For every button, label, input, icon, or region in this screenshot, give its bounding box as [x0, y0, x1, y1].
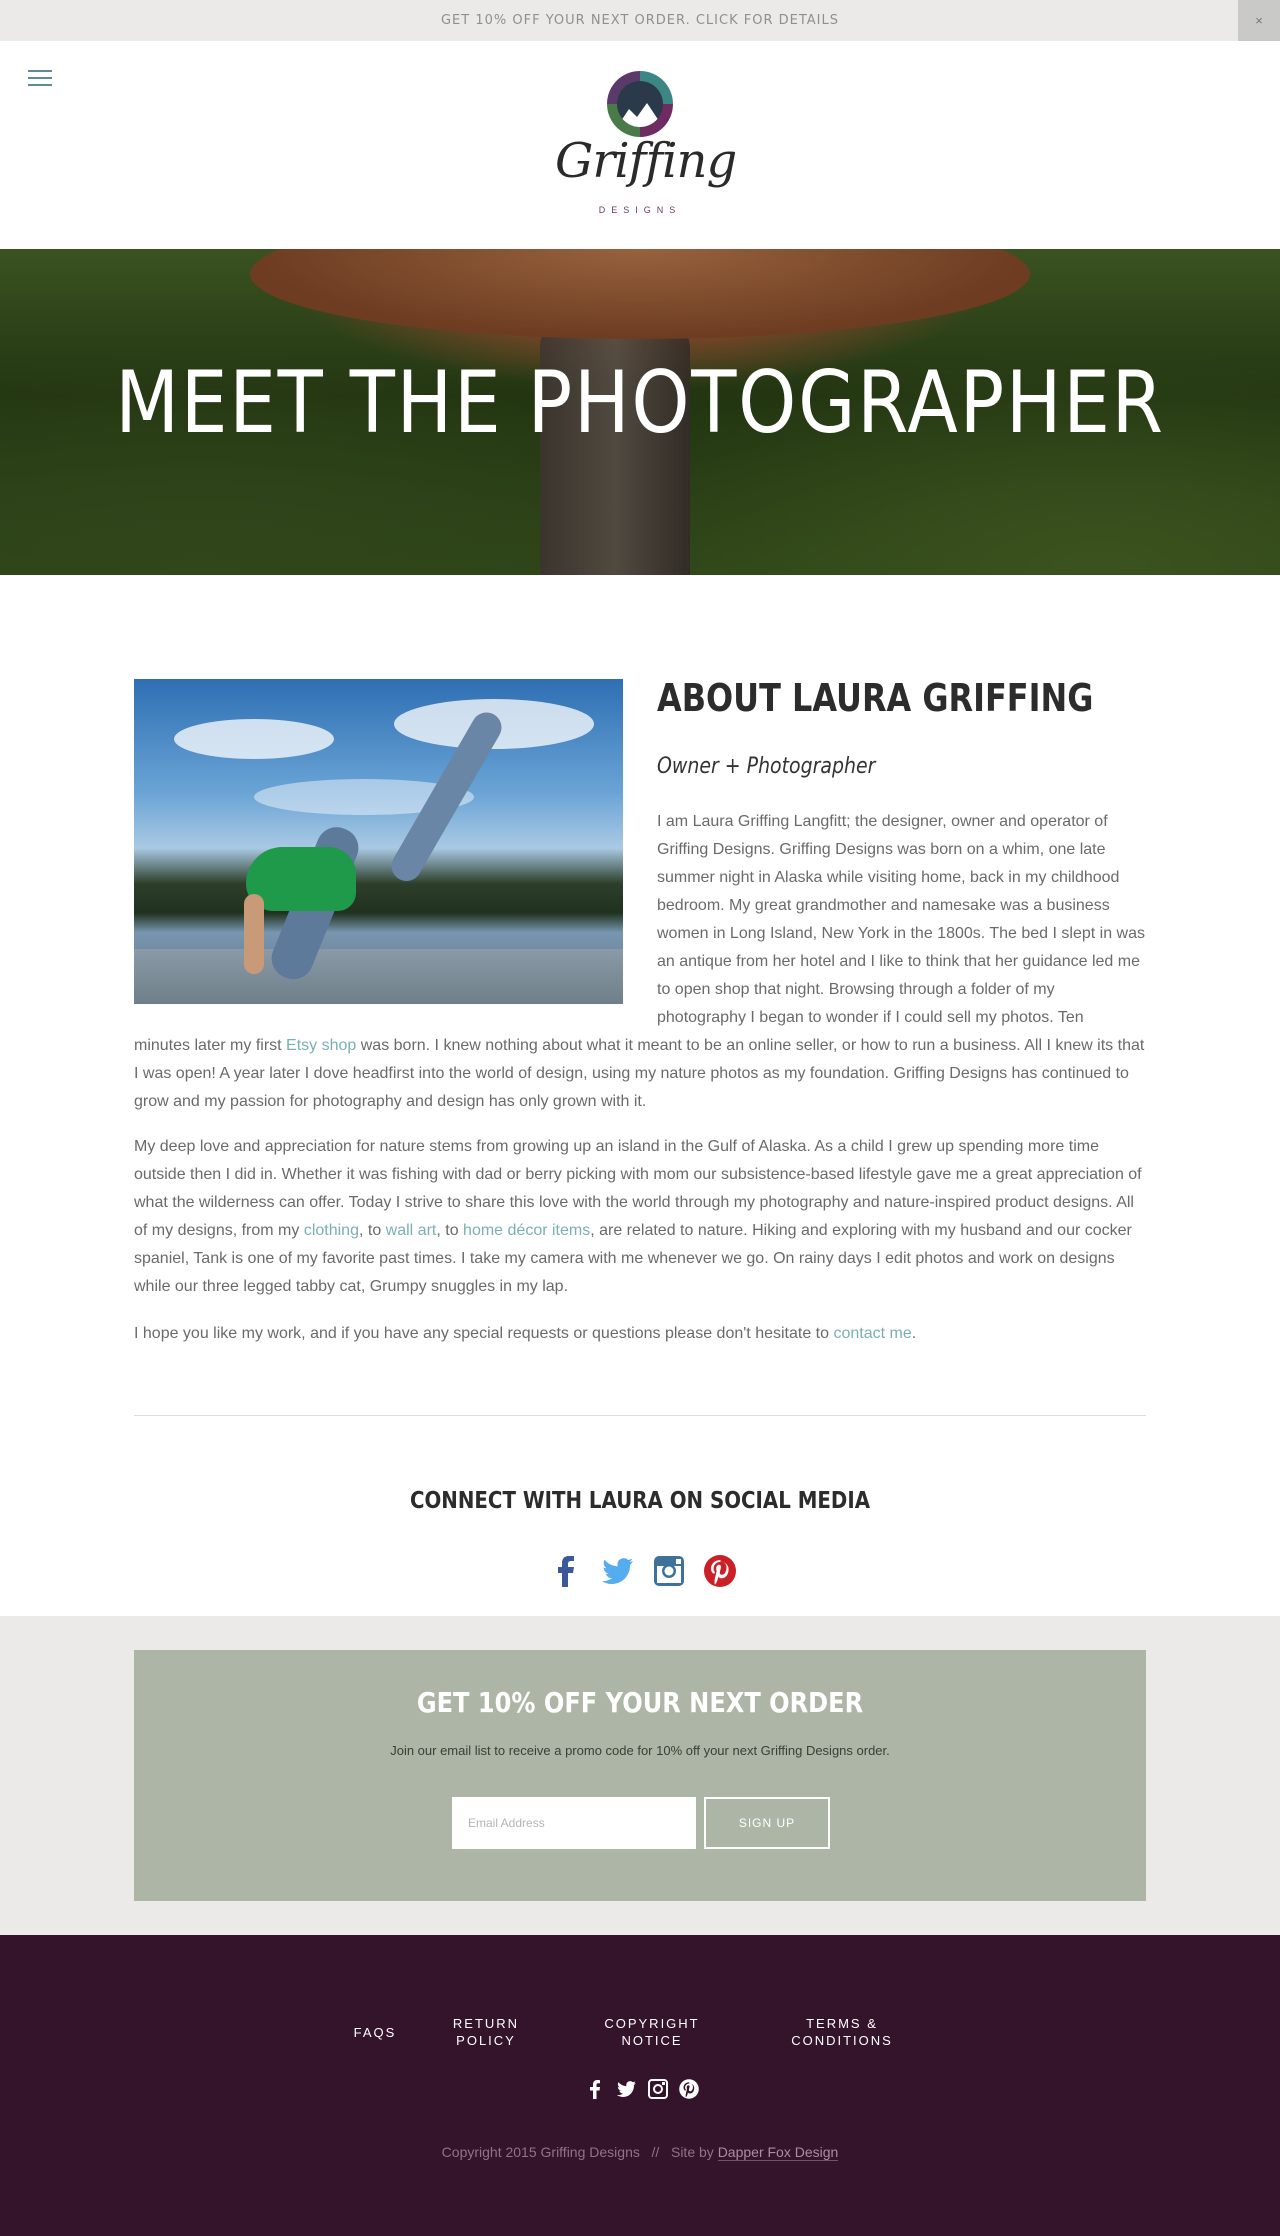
about-paragraph-2: My deep love and appreciation for nature stems from growing up an island in the Gulf of Alaska. As a child I grew up spending more time outside then I did in. Whether it was fishing with dad or berry picking with mom our subsistence-based lifestyle gave me a great appreciation of what the wilderness can offer. Today I strive to share this love with the world through my photography and nature-inspired product designs. All of my designs, from my clothing, to wall art, to home décor items, are related to nature. Hiking and exploring with my husband and our cocker spaniel, Tank is one of my favorite past times. I take my camera with me whenever we go. On rainy days I edit photos and work on designs while our three legged tabby cat, Grumpy snuggles in my lap.: [134, 1138, 1142, 1295]
about-paragraph-1-continued: minutes later my first Etsy shop was born. I knew nothing about what it meant to be an online seller, or how to run a business. All I knew its that I was open! A year later I dove headfirst into the world of design, using my nature photos as my foundation. Griffing Designs has continued to grow and my passion for photography and design has only grown with it.: [134, 1037, 1145, 1110]
instagram-icon[interactable]: [651, 1553, 687, 1589]
social-icons: [548, 1553, 738, 1589]
promo-text[interactable]: GET 10% OFF YOUR NEXT ORDER. CLICK FOR DETAILS: [440, 13, 839, 28]
hero-banner: [0, 249, 1280, 575]
footer-link-terms[interactable]: TERMS & CONDITIONS: [791, 2016, 893, 2048]
about-title: ABOUT LAURA GRIFFING: [657, 676, 1094, 720]
about-paragraph-1: I am Laura Griffing Langfitt; the designer, owner and operator of Griffing Designs. Griffing Designs was born on a whim, one late summer night in Alaska while visiting home, back in my childhood bedroom. My great grandmother and namesake was a business women in Long Island, New York in the 1800s. The bed I slept in was an antique from her hotel and I like to think that her guidance led me to open shop that night. Browsing through a folder of my photography I began to wonder if I could sell my photos. Ten: [657, 813, 1146, 1026]
wall-art-link[interactable]: wall art: [385, 1222, 437, 1239]
newsletter-title: GET 10% OFF YOUR NEXT ORDER: [416, 1686, 864, 1719]
footer-copyright: [0, 2144, 1280, 2160]
promo-close-button[interactable]: ×: [1238, 0, 1280, 41]
facebook-icon[interactable]: [548, 1553, 584, 1589]
clothing-link[interactable]: clothing: [303, 1222, 359, 1239]
hero-title: MEET THE PHOTOGRAPHER: [115, 353, 1165, 453]
footer-social-icons: [584, 2078, 700, 2100]
site-by-text: Site by: [670, 2144, 714, 2160]
social-title: CONNECT WITH LAURA ON SOCIAL MEDIA: [409, 1488, 871, 1514]
sign-up-button[interactable]: SIGN UP: [704, 1797, 830, 1849]
footer-twitter-icon[interactable]: [615, 2078, 637, 2100]
section-divider: [134, 1415, 1146, 1416]
footer-pinterest-icon[interactable]: [678, 2078, 700, 2100]
about-subtitle: Owner + Photographer: [657, 754, 876, 779]
footer-link-faqs[interactable]: FAQS: [353, 2025, 397, 2040]
logo-wordmark: Griffing: [555, 133, 737, 189]
logo-emblem: [607, 71, 673, 137]
newsletter-description: Join our email list to receive a promo code for 10% off your next Griffing Designs order.: [390, 1743, 890, 1758]
newsletter-section: [0, 1616, 1280, 1935]
home-decor-link[interactable]: home décor items: [463, 1222, 591, 1239]
footer-facebook-icon[interactable]: [584, 2078, 606, 2100]
email-input[interactable]: [452, 1797, 696, 1849]
contact-me-link[interactable]: contact me: [833, 1325, 912, 1342]
designer-credit-link[interactable]: Dapper Fox Design: [717, 2144, 839, 2160]
footer-nav: [0, 2015, 1280, 2055]
promo-bar[interactable]: [0, 0, 1280, 41]
about-paragraph-3: I hope you like my work, and if you have any special requests or questions please don't hesitate to contact me.: [134, 1325, 917, 1342]
site-header: [0, 41, 1280, 249]
pinterest-icon[interactable]: [702, 1553, 738, 1589]
site-logo[interactable]: [555, 71, 737, 221]
logo-subtext: DESIGNS: [598, 205, 682, 215]
footer-instagram-icon[interactable]: [647, 2078, 669, 2100]
about-photo: [134, 679, 623, 1004]
copyright-separator: //: [651, 2144, 660, 2160]
copyright-text: Copyright 2015 Griffing Designs: [441, 2144, 640, 2160]
site-footer: [0, 1935, 1280, 2236]
etsy-shop-link[interactable]: Etsy shop: [286, 1037, 357, 1054]
menu-icon[interactable]: [28, 70, 52, 90]
newsletter-box: [134, 1650, 1146, 1901]
footer-link-return-policy[interactable]: RETURN POLICY: [452, 2016, 520, 2048]
footer-link-copyright-notice[interactable]: COPYRIGHT NOTICE: [604, 2016, 700, 2048]
twitter-icon[interactable]: [599, 1553, 635, 1589]
